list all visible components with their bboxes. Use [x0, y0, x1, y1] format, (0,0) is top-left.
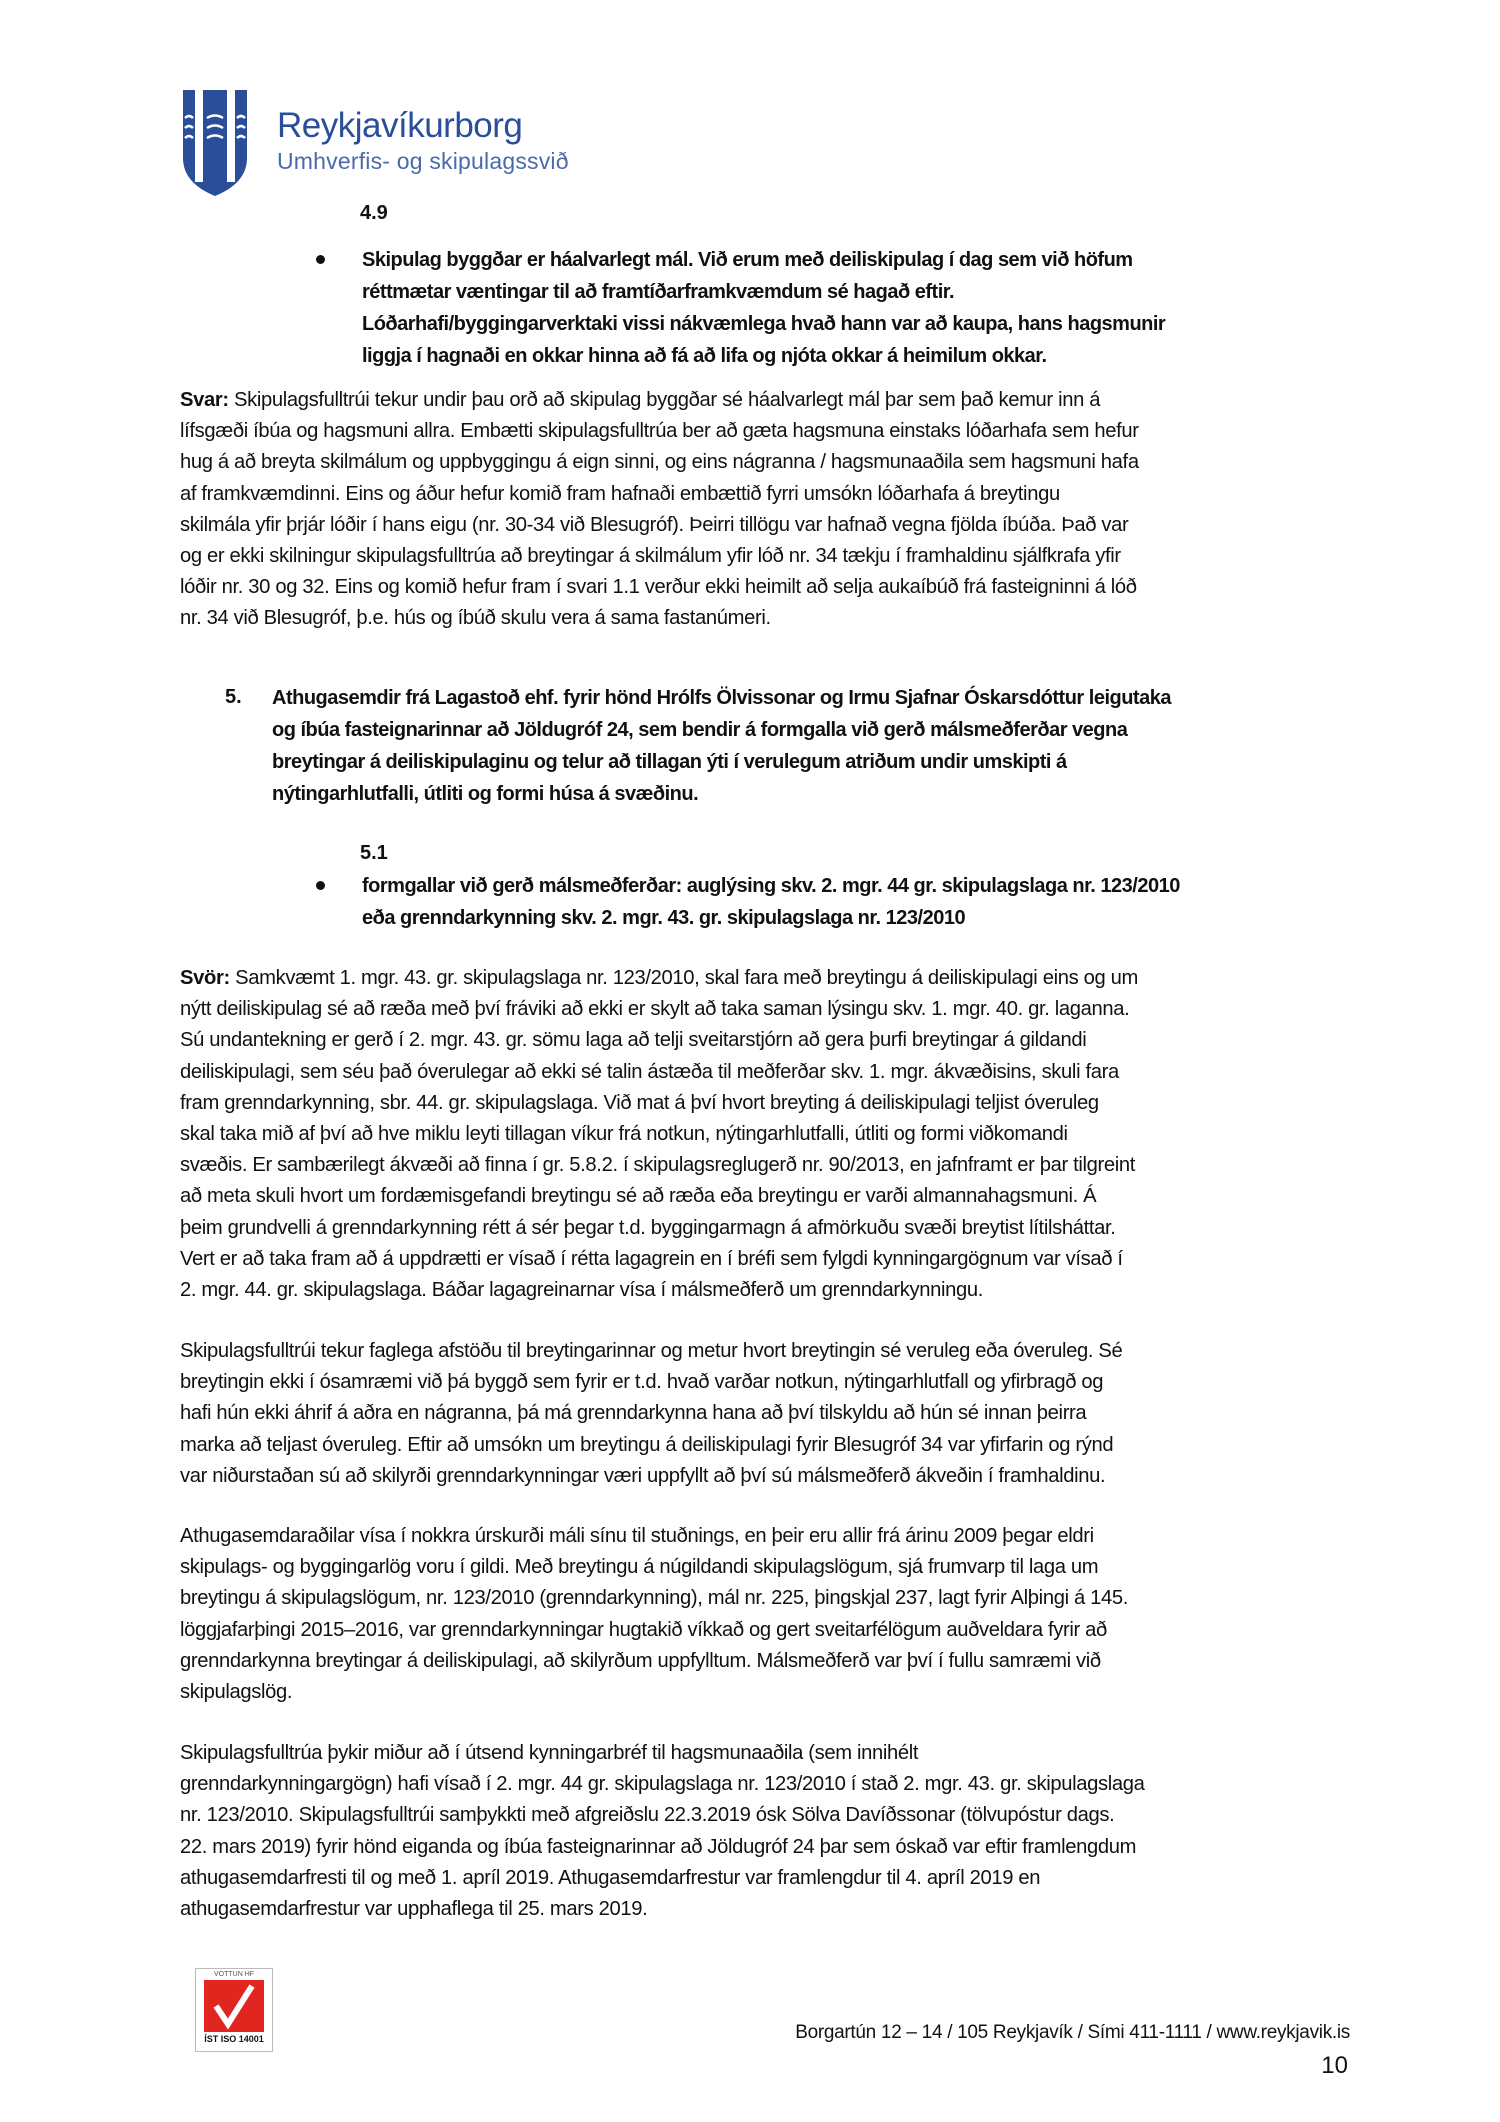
text-line: liggja í hagnaði en okkar hinna að fá að lifa og njóta okkar á heimilum okkar.: [362, 345, 1047, 367]
iso-certification-logo: [195, 1968, 273, 2052]
text-line: marka að teljast óveruleg. Eftir að umsókn um breytingu á deiliskipulagi fyrir Blesugróf 34 var yfirfarin og rýnd: [180, 1433, 1114, 1456]
checkmark-icon: [204, 1980, 264, 2032]
item-5-1-answer: [180, 963, 1138, 1306]
text-line: formgallar við gerð málsmeðferðar: auglýsing skv. 2. mgr. 44 gr. skipulagslaga nr. 123/2010: [362, 875, 1180, 897]
text-line: skal taka mið af því að hve miklu leyti tillagan víkur frá notkun, nýtingarhlutfalli, útliti og formi viðkomandi: [180, 1122, 1068, 1145]
item-5-heading: [272, 682, 1171, 810]
text-line: Athugasemdaraðilar vísa í nokkra úrskurði máli sínu til stuðnings, en þeir eru allir frá árinu 2009 þegar eldri: [180, 1525, 1094, 1547]
text-line: [180, 385, 1139, 416]
text-line: [180, 963, 1138, 994]
text-line: Athugasemdir frá Lagastoð ehf. fyrir hönd Hrólfs Ölvissonar og Irmu Sjafnar Óskarsdóttur leigutaka: [272, 687, 1171, 709]
text-line: skipulagslög.: [180, 1680, 293, 1703]
text-line: af framkvæmdinni. Eins og áður hefur komið fram hafnaði embættið fyrri umsókn lóðarhafa á breytingu: [180, 482, 1060, 505]
page-number: 10: [1321, 2052, 1348, 2079]
text-line: og er ekki skilningur skipulagsfulltrúa að breytingar á skilmálum yfir lóð nr. 34 tækju í framhaldinu sjálfkrafa yfir: [180, 544, 1121, 567]
item-4-9-answer: [180, 385, 1139, 635]
text-line: var niðurstaðan sú að skilyrði grenndarkynningar væri uppfyllt að því sú málsmeðferð ákveðin í framhaldinu.: [180, 1464, 1106, 1487]
text-span: Samkvæmt 1. mgr. 43. gr. skipulagslaga nr. 123/2010, skal fara með breytingu á deiliskipulagi eins og um: [229, 967, 1138, 989]
text-line: lóðir nr. 30 og 32. Eins og komið hefur fram í svari 1.1 verður ekki heimilt að selja aukaíbúð frá fasteigninni á lóð: [180, 576, 1137, 599]
text-line: grenndarkynna breytingar á deiliskipulagi, að skilyrðum uppfylltum. Málsmeðferð var því í fullu samræmi við: [180, 1649, 1101, 1672]
reykjavik-logo-icon: [181, 88, 249, 203]
text-line: breytingin ekki í ósamræmi við þá byggð sem fyrir er t.d. hvað varðar notkun, nýtingarhlutfall og yfirbragð og: [180, 1371, 1104, 1394]
text-line: hug á að breyta skilmálum og uppbyggingu á eign sinni, og eins nágranna / hagsmunaaðila sem hagsmuni hafa: [180, 451, 1139, 474]
text-line: lífsgæði íbúa og hagsmuni allra. Embætti skipulagsfulltrúa ber að gæta hagsmuna einstaks lóðarhafa sem hefur: [180, 420, 1139, 443]
bullet-icon: [316, 255, 325, 264]
text-line: Vert er að taka fram að á uppdrætti er vísað í rétta lagagrein en í bréfi sem fylgdi kynningargögnum var vísað í: [180, 1247, 1123, 1270]
text-line: réttmætar væntingar til að framtíðarframkvæmdum sé hagað eftir.: [362, 281, 954, 303]
paragraph: [180, 1738, 1145, 1925]
text-line: breytingar á deiliskipulaginu og telur að tillagan ýti í verulegum atriðum undir umskipti á: [272, 751, 1067, 773]
text-line: að meta skuli hvort um fordæmisgefandi breytingu sé að ræða eða breytingu er varði almannahagsmuni. Á: [180, 1185, 1097, 1208]
item-4-9-statement: [362, 244, 1165, 372]
item-number: 5.1: [360, 842, 388, 864]
department-name: Umhverfis- og skipulagssvið: [277, 148, 569, 174]
text-line: nýtingarhlutfalli, útliti og formi húsa á svæðinu.: [272, 783, 699, 805]
text-line: nr. 34 við Blesugróf, þ.e. hús og íbúð skulu vera á sama fastanúmeri.: [180, 607, 771, 630]
paragraph: [180, 1521, 1128, 1708]
text-line: 22. mars 2019) fyrir hönd eiganda og íbúa fasteignarinnar að Jöldugróf 24 þar sem óskað var eftir framlengdum: [180, 1835, 1137, 1858]
text-line: Skipulagsfulltrúi tekur faglega afstöðu til breytingarinnar og metur hvort breytingin sé veruleg eða óveruleg. Sé: [180, 1340, 1123, 1362]
text-line: skilmála yfir þrjár lóðir í hans eigu (nr. 30-34 við Blesugróf). Þeirri tillögu var hafnað vegna fjölda íbúða. Það var: [180, 513, 1129, 536]
footer-address: Borgartún 12 – 14 / 105 Reykjavík / Sími 411-1111 / www.reykjavik.is: [795, 2022, 1350, 2043]
text-line: athugasemdarfrestur var upphaflega til 25. mars 2019.: [180, 1897, 648, 1920]
cert-bottom-text: ÍST ISO 14001: [204, 2034, 264, 2044]
text-line: fram grenndarkynning, sbr. 44. gr. skipulagslaga. Við mat á því hvort breyting á deiliskipulagi teljist óveruleg: [180, 1091, 1099, 1114]
text-line: nr. 123/2010. Skipulagsfulltrúi samþykkti með afgreiðslu 22.3.2019 ósk Sölva Davíðssonar (tölvupóstur dags.: [180, 1804, 1115, 1827]
text-line: 2. mgr. 44. gr. skipulagslaga. Báðar lagagreinarnar vísa í málsmeðferð um grenndarkynningu.: [180, 1278, 984, 1301]
text-line: eða grenndarkynning skv. 2. mgr. 43. gr. skipulagslaga nr. 123/2010: [362, 907, 966, 929]
text-line: breytingu á skipulagslögum, nr. 123/2010 (grenndarkynning), mál nr. 225, þingskjal 237, lagt fyrir Alþingi á 145.: [180, 1587, 1128, 1610]
text-line: löggjafarþingi 2015–2016, var grenndarkynningar hugtakið víkkað og gert sveitarfélögum auðveldara fyrir að: [180, 1618, 1107, 1641]
text-line: skipulags- og byggingarlög voru í gildi. Með breytingu á núgildandi skipulagslögum, sjá frumvarp til laga um: [180, 1556, 1099, 1579]
item-5-1-statement: [362, 870, 1180, 934]
text-line: athugasemdarfresti til og með 1. apríl 2019. Athugasemdarfrestur var framlengdur til 4. apríl 2019 en: [180, 1866, 1041, 1889]
answer-label: Svör:: [180, 967, 230, 989]
org-name: Reykjavíkurborg: [277, 106, 523, 145]
text-line: svæðis. Er sambærilegt ákvæði að finna í gr. 5.8.2. í skipulagsreglugerð nr. 90/2013, en jafnframt er þar tilgreint: [180, 1154, 1136, 1177]
text-line: deiliskipulagi, sem séu það óverulegar að ekki sé talin ástæða til meðferðar skv. 1. mgr. ákvæðisins, skuli fara: [180, 1060, 1119, 1083]
text-line: nýtt deiliskipulag sé að ræða með því fráviki að ekki er skylt að taka saman lýsingu skv. 1. mgr. 40. gr. laganna.: [180, 998, 1130, 1021]
text-line: þeim grundvelli á grenndarkynning rétt á sér þegar t.d. byggingarmagn á afmörkuðu svæði breytist lítilsháttar.: [180, 1216, 1116, 1239]
text-line: Lóðarhafi/byggingarverktaki vissi nákvæmlega hvað hann var að kaupa, hans hagsmunir: [362, 313, 1166, 335]
item-number: 5.: [225, 686, 242, 708]
text-line: og íbúa fasteignarinnar að Jöldugróf 24, sem bendir á formgalla við gerð málsmeðferðar vegna: [272, 719, 1128, 741]
text-line: hafi hún ekki áhrif á aðra en nágranna, þá má grenndarkynna hana að því tilskyldu að hún sé innan þeirra: [180, 1402, 1087, 1425]
text-line: Skipulagsfulltrúa þykir miður að í útsend kynningarbréf til hagsmunaaðila (sem innihélt: [180, 1742, 919, 1764]
answer-label: Svar:: [180, 389, 229, 411]
text-line: Sú undantekning er gerð í 2. mgr. 43. gr. sömu laga að telji sveitarstjórn að gera þurfi breytingar á gildandi: [180, 1029, 1087, 1052]
text-line: grenndarkynningargögn) hafi vísað í 2. mgr. 44 gr. skipulagslaga nr. 123/2010 í stað 2. mgr. 43. gr. skipulagslaga: [180, 1773, 1145, 1796]
bullet-icon: [316, 881, 325, 890]
text-span: Skipulagsfulltrúi tekur undir þau orð að skipulag byggðar sé háalvarlegt mál þar sem það kemur inn á: [228, 389, 1101, 411]
cert-top-text: VOTTUN HF: [213, 1971, 255, 1978]
paragraph: [180, 1336, 1122, 1492]
item-number: 4.9: [360, 202, 388, 224]
text-line: Skipulag byggðar er háalvarlegt mál. Við erum með deiliskipulag í dag sem við höfum: [362, 249, 1133, 271]
